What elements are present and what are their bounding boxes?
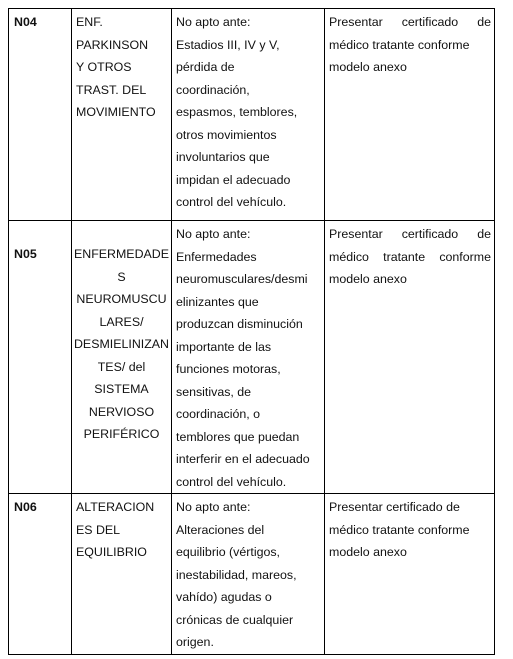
requirement-line: médico tratante conforme	[329, 37, 470, 52]
requirement-line: Presentar certificado de	[329, 500, 460, 514]
table-row	[9, 9, 495, 221]
requirement-line: médico tratante conforme	[329, 249, 491, 264]
requirement-line: Presentar certificado de	[329, 227, 491, 241]
condition-code: N05	[9, 221, 72, 494]
condition-name: ALTERACION ES DEL EQUILIBRIO	[72, 494, 172, 655]
requirement-text	[325, 494, 495, 655]
requirement-line: Presentar certificado de	[329, 15, 491, 29]
fitness-criterion: No apto ante: Alteraciones del equilibrio (vértigos, inestabilidad, mareos, vahído) agudas o crónicas de cualquier origen.	[172, 494, 325, 655]
requirements-table	[8, 8, 495, 655]
condition-code: N06	[9, 494, 72, 655]
requirement-line: modelo anexo	[329, 60, 407, 74]
requirement-line: modelo anexo	[329, 545, 407, 559]
fitness-criterion: No apto ante: Estadios III, IV y V, pérdida de coordinación, espasmos, temblores, otros movimientos involuntarios que impidan el adecuado control del vehículo.	[172, 9, 325, 221]
requirement-line: modelo anexo	[329, 272, 407, 286]
table-row	[9, 221, 495, 494]
requirement-text	[325, 221, 495, 494]
requirement-line: médico tratante conforme	[329, 522, 470, 537]
condition-name: ENFERMEDADE S NEUROMUSCU LARES/ DESMIELINIZAN TES/ del SISTEMA NERVIOSO PERIFÉRICO	[72, 221, 172, 494]
table-row	[9, 494, 495, 655]
condition-code: N04	[9, 9, 72, 221]
fitness-criterion: No apto ante: Enfermedades neuromusculares/desmi elinizantes que produzcan disminución importante de las funciones motoras, sensitivas, de coordinación, o temblores que puedan interferir en el adecuado control del vehículo.	[172, 221, 325, 494]
condition-name: ENF. PARKINSON Y OTROS TRAST. DEL MOVIMIENTO	[72, 9, 172, 221]
requirement-text	[325, 9, 495, 221]
